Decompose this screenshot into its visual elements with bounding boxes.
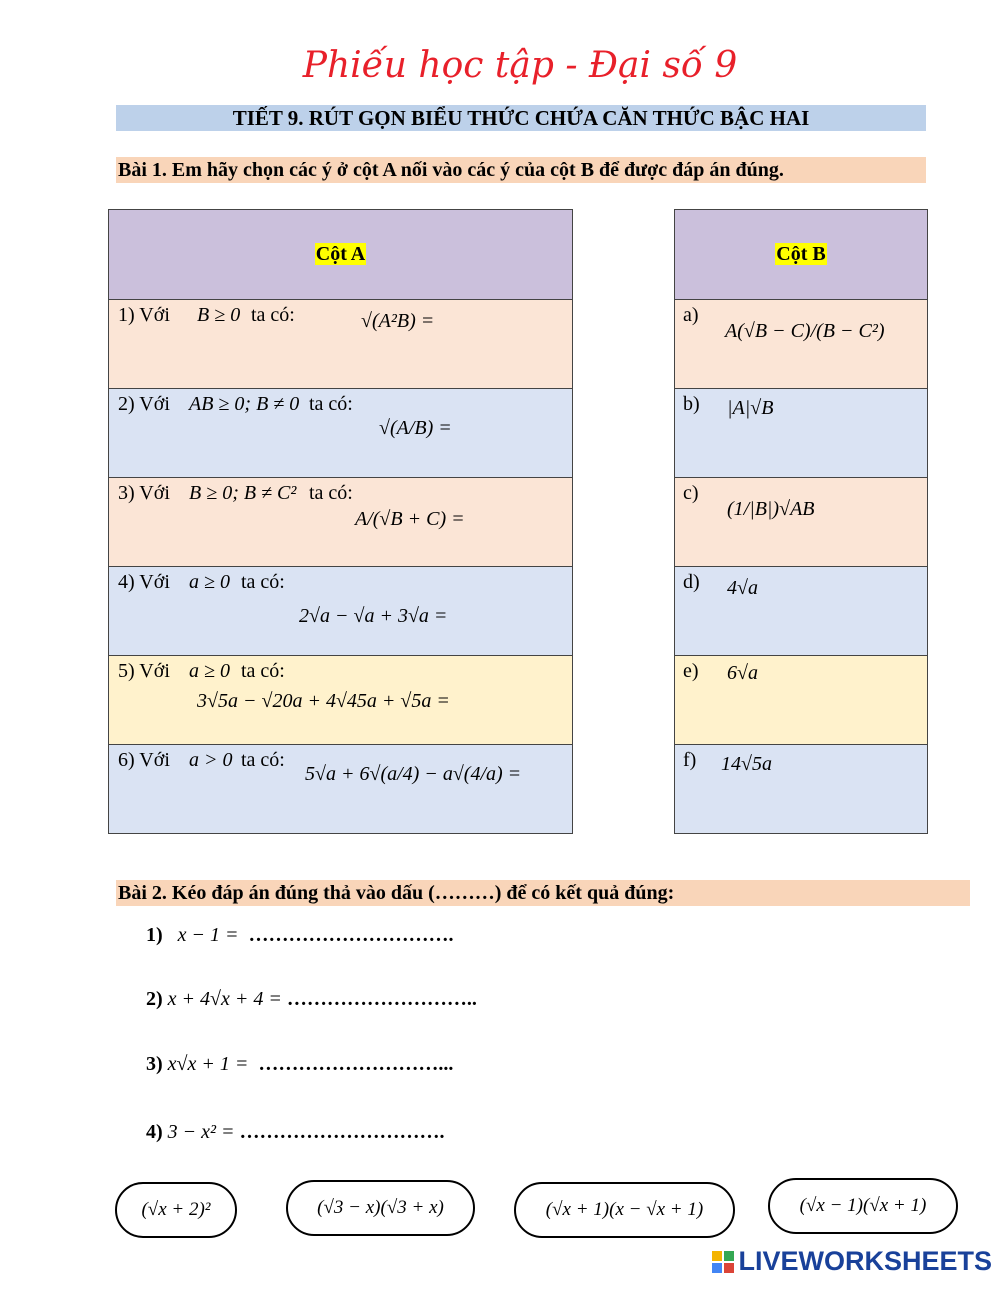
expr-3: A/(√B + C) = [355, 508, 465, 530]
liveworksheets-logo: LIVEWORKSHEETS [712, 1246, 992, 1277]
answer-chip-2[interactable]: (√3 − x)(√3 + x) [286, 1180, 475, 1236]
fill-item-2: 2) x + 4√x + 4 = ……………………….. [146, 988, 477, 1010]
column-a-header: Cột A [109, 210, 573, 300]
drop-target-3[interactable]: ………………………... [258, 1053, 454, 1075]
column-a-item-3[interactable]: 3) Với B ≥ 0; B ≠ C² ta có: A/(√B + C) = [109, 478, 573, 567]
fill-item-4: 4) 3 − x² = …………………………. [146, 1121, 445, 1143]
worksheet-title: Phiếu học tập - Đại số 9 [302, 45, 738, 86]
task1-instruction: Bài 1. Em hãy chọn các ý ở cột A nối vào các ý của cột B để được đáp án đúng. [116, 157, 926, 183]
column-b-header: Cột B [675, 210, 928, 300]
column-a-item-5[interactable]: 5) Với a ≥ 0 ta có: 3√5a − √20a + 4√45a + √5a = [109, 656, 573, 745]
expr-5: 3√5a − √20a + 4√45a + √5a = [197, 690, 450, 712]
column-a-item-2[interactable]: 2) Với AB ≥ 0; B ≠ 0 ta có: √(A/B) = [109, 389, 573, 478]
expr-6: 5√a + 6√(a/4) − a√(4/a) = [305, 763, 522, 785]
answer-chip-3[interactable]: (√x + 1)(x − √x + 1) [514, 1182, 735, 1238]
drop-target-4[interactable]: …………………………. [239, 1121, 445, 1143]
drop-target-1[interactable]: …………………………. [248, 924, 454, 946]
fill-item-3: 3) x√x + 1 = ………………………... [146, 1053, 454, 1075]
lesson-heading: TIẾT 9. RÚT GỌN BIỂU THỨC CHỨA CĂN THỨC BẬC HAI [116, 105, 926, 131]
column-a-item-6[interactable]: 6) Với a > 0 ta có: 5√a + 6√(a/4) − a√(4/a) = [109, 745, 573, 834]
logo-icon [712, 1251, 734, 1273]
column-b-table [674, 209, 928, 834]
fill-item-1: 1) x − 1 = …………………………. [146, 924, 454, 946]
answer-chip-4[interactable]: (√x − 1)(√x + 1) [768, 1178, 958, 1234]
expr-4: 2√a − √a + 3√a = [299, 605, 448, 627]
drop-target-2[interactable]: ……………………….. [286, 988, 477, 1010]
column-a-item-4[interactable]: 4) Với a ≥ 0 ta có: 2√a − √a + 3√a = [109, 567, 573, 656]
column-b-item-e[interactable]: e) 6√a [675, 656, 928, 745]
expr-2: √(A/B) = [379, 417, 452, 439]
column-b-item-d[interactable]: d) 4√a [675, 567, 928, 656]
answer-chip-1[interactable]: (√x + 2)² [115, 1182, 237, 1238]
task2-instruction: Bài 2. Kéo đáp án đúng thả vào dấu (………) để có kết quả đúng: [116, 880, 970, 906]
column-b-item-c[interactable]: c) (1/|B|)√AB [675, 478, 928, 567]
column-a-table [108, 209, 573, 834]
column-b-item-f[interactable]: f) 14√5a [675, 745, 928, 834]
expr-1: √(A²B) = [361, 310, 435, 332]
column-b-item-b[interactable]: b) |A|√B [675, 389, 928, 478]
column-a-item-1[interactable]: 1) Với B ≥ 0 ta có: √(A²B) = [109, 300, 573, 389]
column-b-item-a[interactable]: a) A(√B − C)/(B − C²) [675, 300, 928, 389]
